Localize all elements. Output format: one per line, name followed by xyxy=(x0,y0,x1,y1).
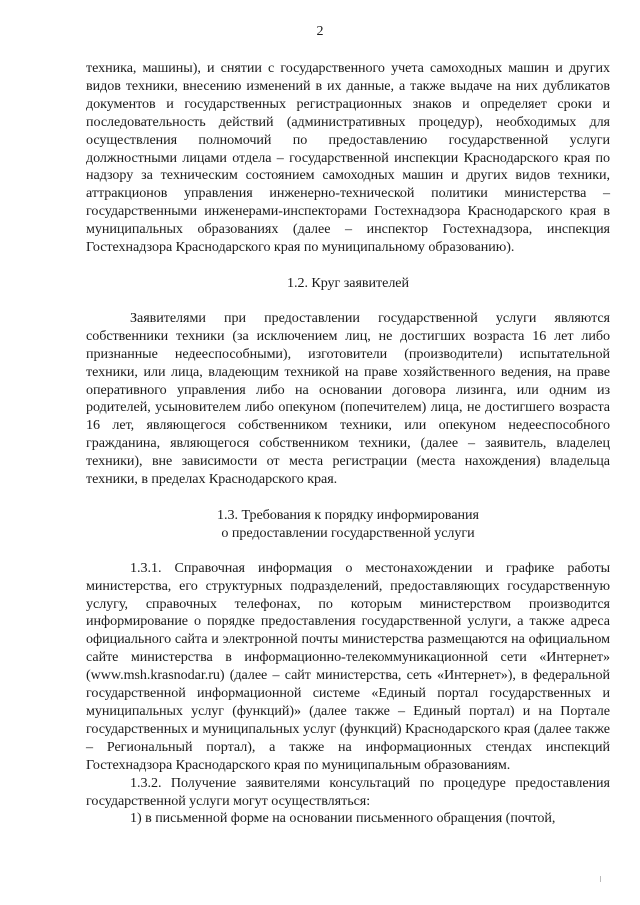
scan-mark xyxy=(600,876,601,882)
section-heading-1-3-line2: о предоставлении государственной услуги xyxy=(221,524,475,541)
section-heading-1-3-line1: 1.3. Требования к порядку информирования xyxy=(217,506,479,523)
paragraph-applicants: Заявителями при предоставлении государственной услуги являются собственники техники (за исключением лиц, не достигших возраста 16 лет либо признанные недееспособными), изготовители (производители) испытательной техники, или лица, владеющим техникой на праве хозяйственного ведения, на праве оперативного управления либо на основании договора лизинга, или одним из родителей, усыновителем либо опекуном (попечителем) лица, не достигшего возраста 16 лет, являющегося собственником техники, или опекуном недееспособного гражданина, являющегося собственником техники, (далее – заявитель, владелец техники), вне зависимости от места регистрации (места нахождения) владельца техники, в пределах Краснодарского края. xyxy=(86,309,610,488)
intro-paragraph: техника, машины), и снятии с государственного учета самоходных машин и других видов техники, внесению изменений в их данные, а также выдаче на них дубликатов документов и государственных регистрационных знаков и определяет сроки и последовательность действий (административных процедур), необходимых для осуществления полномочий по предоставлению государственной услуги должностными лицами отдела – государственной инспекции Краснодарского края по надзору за техническим состоянием самоходных машин и других видов техники, аттракционов управления инженерно-технической политики министерства – государственными инженерами-инспекторами Гостехнадзора Краснодарского края в муниципальных образованиях (далее – инспектор Гостехнадзора, инспекция Гостехнадзора Краснодарского края по муниципальному образованию). xyxy=(86,60,610,256)
page-number: 2 xyxy=(316,24,324,39)
list-item-1: 1) в письменной форме на основании письменного обращения (почтой, xyxy=(130,810,556,827)
section-heading-1-2: 1.2. Круг заявителей xyxy=(286,274,410,291)
paragraph-1-3-1: 1.3.1. Справочная информация о местонахождении и графике работы министерства, его структурных подразделений, предоставляющих государственную услугу, справочных телефонах, по которым министерством производится информирование о порядке предоставления государственной услуги, а также адреса официального сайта и электронной почты министерства размещаются на официальном сайте министерства в информационно-телекоммуникационной сети «Интернет» (www.msh.krasnodar.ru) (далее – сайт министерства, сеть «Интернет»), в федеральной государственной информационной системе «Единый портал государственных и муниципальных услуг (функций)» (далее также – Единый портал) и на Портале государственных и муниципальных услуг (функций) Краснодарского края (далее также – Региональный портал), а также на информационных стендах инспекций Гостехнадзора Краснодарского края по муниципальным образованиям. xyxy=(86,559,610,773)
document-body xyxy=(86,60,610,828)
paragraph-1-3-2: 1.3.2. Получение заявителями консультаций по процедуре предоставления государственной услуги могут осуществляться: xyxy=(86,774,610,809)
